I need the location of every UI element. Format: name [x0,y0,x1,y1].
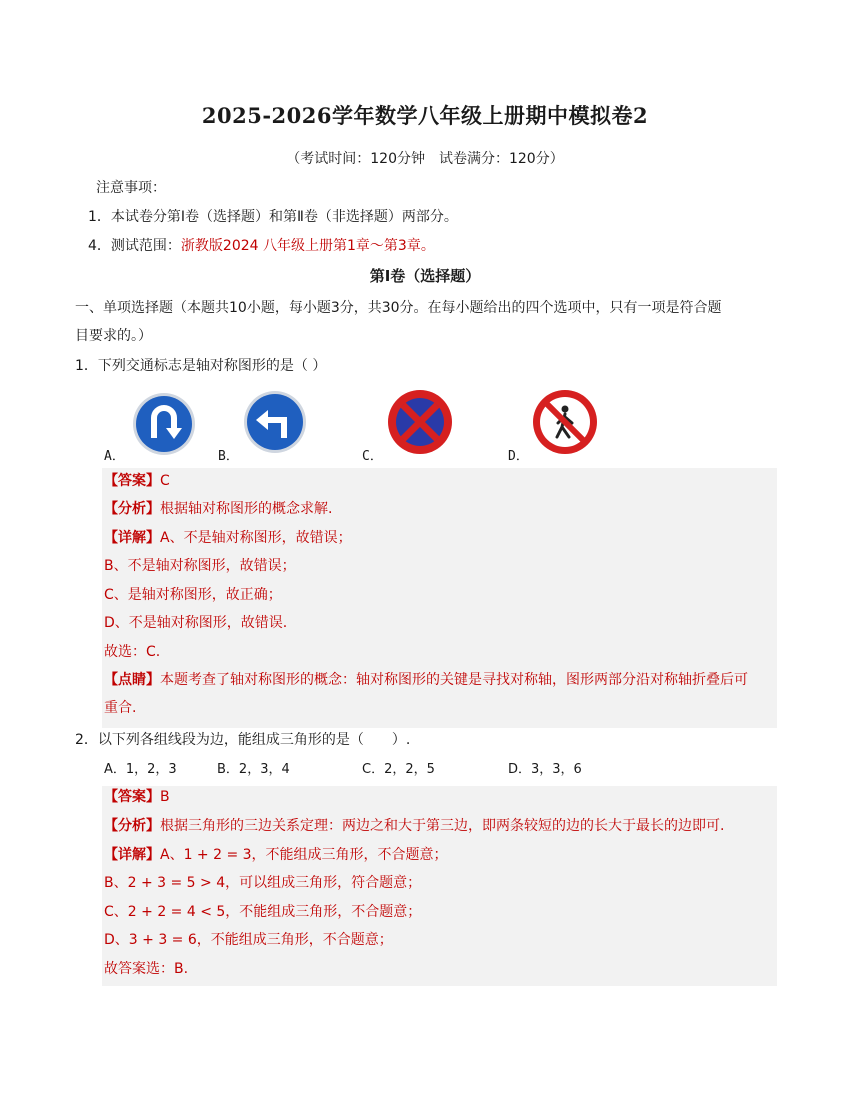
part-intro-line-2: 目要求的。） [75,328,152,344]
part-intro-line-1: 一、单项选择题（本题共10小题，每小题3分，共30分。在每小题给出的四个选项中，只有一项是符合题 [75,300,722,316]
q2-detail-1 [104,845,448,865]
u-turn-sign-icon [130,392,198,456]
q1-detail-2: B、不是轴对称图形，故错误； [104,558,296,574]
analysis-tag: 【分析】 [104,818,160,834]
no-parking-sign-icon [386,389,454,455]
q1-stem: 1．下列交通标志是轴对称图形的是（ ） [75,358,327,374]
q2-analysis-text: 根据三角形的三边关系定理：两边之和大于第三边，即两条较短的边的长大于最长的边即可. [160,818,725,834]
q1-detail-4: D、不是轴对称图形，故错误. [104,615,288,631]
q1-answer [104,471,170,491]
q2-detail-line: A、1 + 2 = 3，不能组成三角形，不合题意； [160,847,448,863]
q1-conclusion: 故选：C. [104,644,161,660]
section-title: 第Ⅰ卷（选择题） [369,267,481,285]
page-title: 2025-2026学年数学八年级上册期中模拟卷2 [201,103,649,128]
comment-tag: 【点睛】 [104,672,160,688]
q2-answer [104,787,170,807]
note-item-4 [88,236,435,256]
q1-option-b-label: B． [218,449,239,464]
q2-option-a: A．1，2，3 [104,762,177,777]
q2-option-b: B．2，3，4 [217,762,290,777]
exam-info: （考试时间：120分钟 试卷满分：120分） [286,151,564,167]
q1-answer-value: C [160,473,170,489]
analysis-tag: 【分析】 [104,501,160,517]
q1-detail-3: C、是轴对称图形，故正确； [104,587,282,603]
test-range: 浙教版2024 八年级上册第1章～第3章。 [180,238,435,254]
q1-option-c-label: C． [362,449,383,464]
q2-answer-value: B [160,789,170,805]
note-item-4-prefix: 4．测试范围： [88,238,181,254]
q1-detail-1 [104,528,352,548]
q2-option-c: C．2，2，5 [362,762,435,777]
answer-tag: 【答案】 [104,789,160,805]
q1-option-d-label: D． [508,449,529,464]
left-turn-sign-icon [242,390,308,454]
q1-option-a-label: A． [104,449,125,464]
q2-detail-4: D、3 + 3 = 6，不能组成三角形，不合题意； [104,932,393,948]
q1-comment-line-2: 重合. [104,700,137,716]
q1-comment-text: 本题考查了轴对称图形的概念：轴对称图形的关键是寻找对称轴，图形两部分沿对称轴折叠后可 [160,672,748,688]
no-pedestrians-sign-icon [531,389,599,455]
q1-analysis [104,499,332,519]
q1-analysis-text: 根据轴对称图形的概念求解. [160,501,333,517]
q2-stem: 2．以下列各组线段为边，能组成三角形的是（ ）. [75,732,411,748]
detail-tag: 【详解】 [104,847,160,863]
detail-tag: 【详解】 [104,530,160,546]
note-item-1: 1．本试卷分第Ⅰ卷（选择题）和第Ⅱ卷（非选择题）两部分。 [88,209,458,225]
q1-detail-line: A、不是轴对称图形，故错误； [160,530,352,546]
q2-option-d: D．3，3，6 [508,762,582,777]
q2-analysis [104,816,724,836]
q2-conclusion: 故答案选：B. [104,961,189,977]
answer-tag: 【答案】 [104,473,160,489]
q1-comment [104,670,748,690]
q2-detail-3: C、2 + 2 = 4 < 5，不能组成三角形，不合题意； [104,904,422,920]
notes-heading: 注意事项： [96,180,166,196]
q2-detail-2: B、2 + 3 = 5 > 4，可以组成三角形，符合题意； [104,875,422,891]
